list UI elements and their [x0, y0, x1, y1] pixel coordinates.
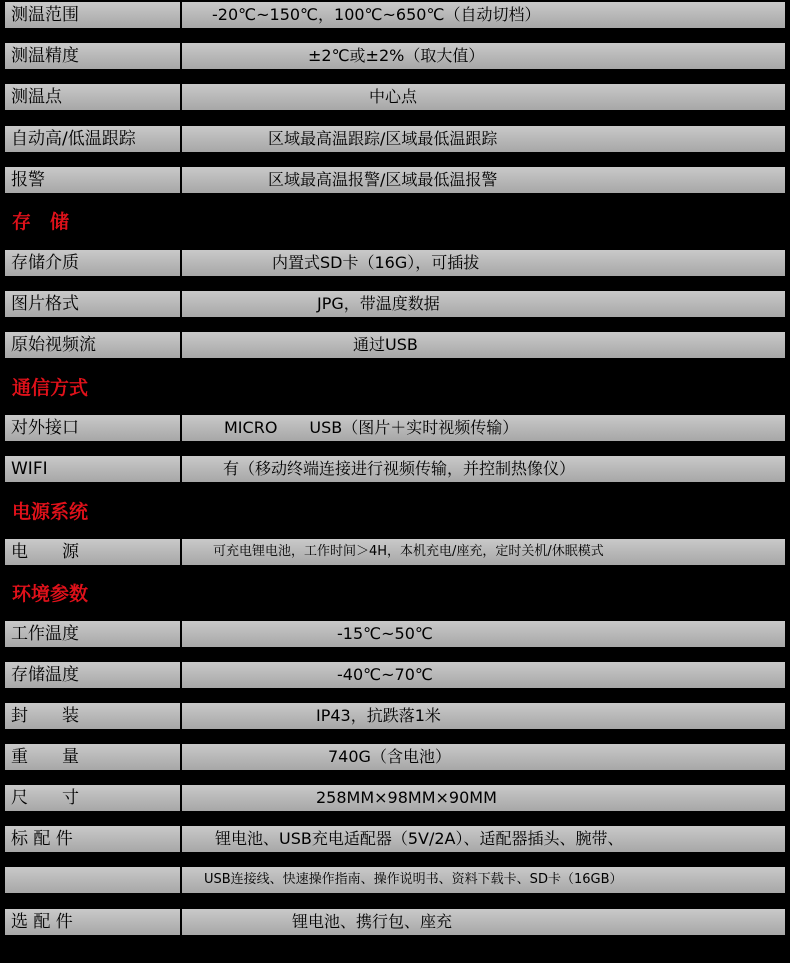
spec-row-range — [5, 2, 785, 28]
spec-row-standard-accessories-cont — [5, 867, 785, 893]
spec-row-storage-temp — [5, 662, 785, 688]
spec-value: 可充电锂电池，工作时间＞4H，本机充电/座充，定时关机/休眠模式 — [182, 539, 785, 565]
spec-value: 有（移动终端连接进行视频传输，并控制热像仪） — [182, 456, 785, 482]
spec-label: 图片格式 — [5, 291, 180, 317]
spec-value: 通过USB — [182, 332, 785, 358]
spec-value: 区域最高温报警/区域最低温报警 — [182, 167, 785, 193]
spec-value: ±2℃或±2%（取大值） — [182, 43, 785, 69]
section-title-environment: 环境参数 — [12, 583, 89, 605]
spec-value: MICRO USB（图片＋实时视频传输） — [182, 415, 785, 441]
spec-value: IP43，抗跌落1米 — [182, 703, 785, 729]
spec-label: 测温点 — [5, 84, 180, 110]
spec-value: USB连接线、快速操作指南、操作说明书、资料下载卡、SD卡（16GB） — [182, 867, 785, 893]
spec-row-weight — [5, 744, 785, 770]
section-title-power: 电源系统 — [12, 501, 89, 523]
spec-row-media — [5, 250, 785, 276]
spec-row-tracking — [5, 126, 785, 152]
spec-value: -40℃~70℃ — [182, 662, 785, 688]
spec-value: 锂电池、USB充电适配器（5V/2A）、适配器插头、腕带、 — [182, 826, 785, 852]
spec-row-image-format — [5, 291, 785, 317]
spec-value: 740G（含电池） — [182, 744, 785, 770]
spec-label: 原始视频流 — [5, 332, 180, 358]
spec-row-operating-temp — [5, 621, 785, 647]
section-title-storage: 存 储 — [12, 211, 70, 233]
spec-value: 258MM×98MM×90MM — [182, 785, 785, 811]
spec-label-empty — [5, 867, 180, 893]
spec-label: 封 装 — [5, 703, 180, 729]
spec-label: 对外接口 — [5, 415, 180, 441]
spec-row-point — [5, 84, 785, 110]
spec-label: 报警 — [5, 167, 180, 193]
spec-value: 内置式SD卡（16G），可插拔 — [182, 250, 785, 276]
spec-label: 工作温度 — [5, 621, 180, 647]
spec-row-optional-accessories — [5, 909, 785, 935]
spec-row-interface — [5, 415, 785, 441]
spec-label: 选 配 件 — [5, 909, 180, 935]
spec-label: 测温精度 — [5, 43, 180, 69]
spec-row-accuracy — [5, 43, 785, 69]
spec-row-standard-accessories — [5, 826, 785, 852]
spec-row-alarm — [5, 167, 785, 193]
spec-label: 标 配 件 — [5, 826, 180, 852]
spec-label: 电 源 — [5, 539, 180, 565]
spec-row-power — [5, 539, 785, 565]
spec-value: -15℃~50℃ — [182, 621, 785, 647]
section-title-communication: 通信方式 — [12, 377, 89, 399]
spec-row-size — [5, 785, 785, 811]
spec-value: 锂电池、携行包、座充 — [182, 909, 785, 935]
spec-value: -20℃~150℃，100℃~650℃（自动切档） — [182, 2, 785, 28]
spec-label: 存储介质 — [5, 250, 180, 276]
spec-row-video-stream — [5, 332, 785, 358]
spec-value: 区域最高温跟踪/区域最低温跟踪 — [182, 126, 785, 152]
spec-label: 重 量 — [5, 744, 180, 770]
spec-value: JPG，带温度数据 — [182, 291, 785, 317]
spec-row-wifi — [5, 456, 785, 482]
spec-row-ip-rating — [5, 703, 785, 729]
spec-value: 中心点 — [182, 84, 785, 110]
spec-label: 测温范围 — [5, 2, 180, 28]
spec-label: WIFI — [5, 456, 180, 482]
spec-label: 尺 寸 — [5, 785, 180, 811]
spec-label: 存储温度 — [5, 662, 180, 688]
spec-label: 自动高/低温跟踪 — [5, 126, 180, 152]
